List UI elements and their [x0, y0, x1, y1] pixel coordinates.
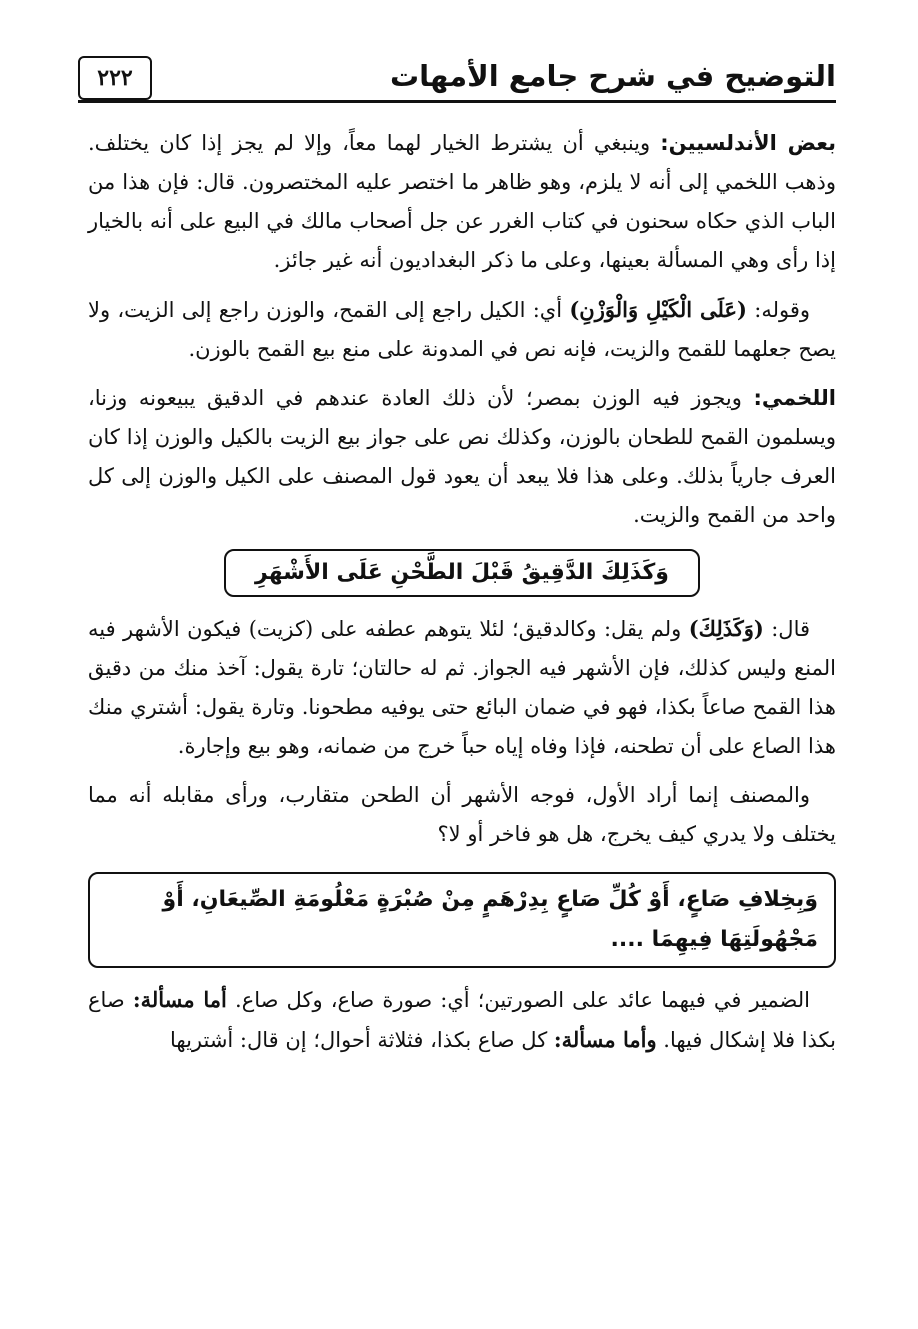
speaker-label: اللخمي: [753, 386, 836, 410]
matn-quote: (عَلَى الْكَيْلِ وَالْوَزْنِ) [569, 297, 747, 322]
paragraph-text: وينبغي أن يشترط الخيار لهما معاً، وإلا لم يجز إذا كان يختلف. وذهب اللخمي إلى أنه لا يلزم، وهو ظاهر ما اختصر عليه المختصرون. قال: فإن هذا من الباب الذي حكاه سحنون في كتاب الغرر عن جل أصحاب مالك في البيع على أنه بالخيار إذا رأى وهي المسألة بعينها، وعلى ما ذكر البغداديون أنه غير جائز. [88, 131, 836, 272]
paragraph-prefix: قال: [763, 617, 810, 641]
paragraph-prefix: وقوله: [746, 298, 811, 322]
matn-quote: (وَكَذَلِكَ) [688, 616, 764, 641]
paragraph-andalusians [88, 124, 836, 280]
paragraph-musannif [88, 776, 836, 854]
paragraph-text: الضمير في فيهما عائد على الصورتين؛ أي: صورة صاع، وكل صاع. [226, 988, 810, 1012]
paragraph-text: أي: الكيل راجع إلى القمح، والوزن راجع إلى الزيت، ولا يصح جعلهما للقمح والزيت، فإنه نص في المدونة على منع بيع القمح بالوزن. [88, 298, 836, 361]
paragraph-damir [88, 980, 836, 1060]
paragraph-kadhalika [88, 609, 836, 766]
paragraph-kayl-wazn [88, 290, 836, 369]
issue-label: وأما مسألة: [553, 1027, 657, 1052]
running-title: التوضيح في شرح جامع الأمهات [389, 59, 836, 93]
matn-box-sa: وَبِخِلافِ صَاعٍ، أَوْ كُلِّ صَاعٍ بِدِرْهَمٍ مِنْ صُبْرَةٍ مَعْلُومَةِ الصِّيعَانِ، أَوْ مَجْهُولَتِهَا فِيهِمَا .... [88, 872, 836, 968]
issue-label: أما مسألة: [132, 987, 227, 1012]
paragraph-text: ويجوز فيه الوزن بمصر؛ لأن ذلك العادة عندهم في الدقيق يبيعونه وزنا، ويسلمون القمح للطحان بالوزن، وكذلك نص على جواز بيع الزيت بالكيل والوزن إذا كان العرف جارياً بذلك. وعلى هذا فلا يبعد أن يعود قول المصنف على الكيل والوزن إلى كل واحد من القمح والزيت. [88, 386, 836, 527]
speaker-label: بعض الأندلسيين: [660, 131, 836, 155]
header-rule [78, 100, 836, 103]
page-number: ٢٢٢ [78, 56, 152, 100]
matn-box-daqiq: وَكَذَلِكَ الدَّقِيقُ قَبْلَ الطَّحْنِ عَلَى الأَشْهَرِ [224, 549, 700, 597]
paragraph-text: كل صاع بكذا، فثلاثة أحوال؛ إن قال: أشتريها [169, 1028, 554, 1052]
paragraph-text: والمصنف إنما أراد الأول، فوجه الأشهر أن الطحن متقارب، ورأى مقابله أنه مما يختلف ولا يدري كيف يخرج، هل هو فاخر أو لا؟ [88, 783, 836, 846]
page-body [88, 124, 836, 1060]
page-header [78, 56, 836, 104]
paragraph-text: ولم يقل: وكالدقيق؛ لئلا يتوهم عطفه على (كزيت) فيكون الأشهر فيه المنع وليس كذلك، فإن الأشهر فيه الجواز. ثم له حالتان؛ تارة يقول: آخذ منك من دقيق هذا القمح صاعاً بكذا، فهو في ضمان البائع حتى يوفيه مطحونا. وتارة يقول: أشتري منك هذا الصاع على أن تطحنه، فإذا وفاه إياه حباً خرج من ضمانه، وهو بيع وإجارة. [88, 617, 836, 758]
paragraph-lakhmi [88, 379, 836, 535]
paragraph-text: صاع بكذا فلا إشكال فيها. [88, 988, 836, 1052]
